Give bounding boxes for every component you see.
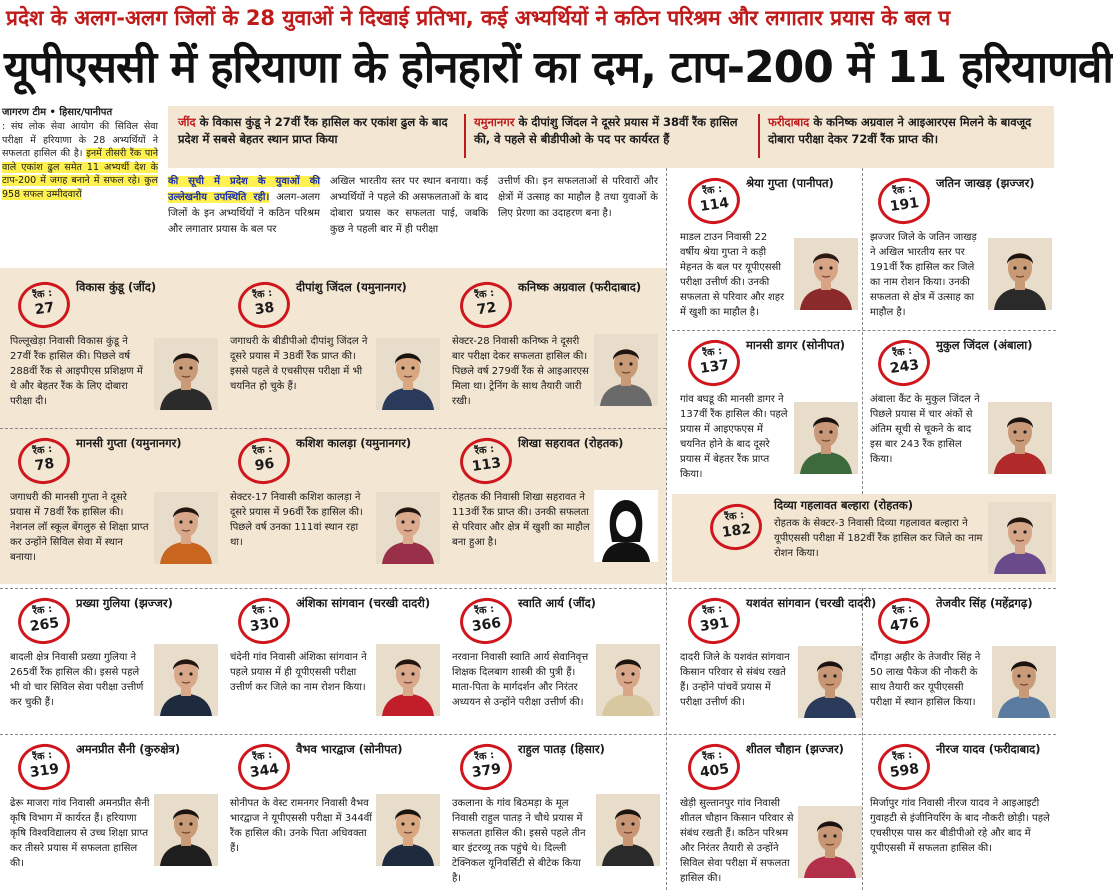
col2-highlight: की सूची में प्रदेश के युवाओं की उल्लेखनीय उपस्थिति रही। — [168, 176, 320, 203]
intro-highlight: इनमें तीसरी रैंक पाने वाले एकांश ढुल समेत 11 अभ्यर्थी देश के टाप-200 में जगह बनाने में सफल रहे। कुल 958 सफल उम्मीदवारों — [2, 148, 158, 200]
candidate-description: ढेरू माजरा गांव निवासी अमनप्रीत सैनी कृषि विभाग में कार्यरत हैं। हरियाणा कृषि विश्वविद्यालय से उच्च शिक्षा प्राप्त कर तीसरे प्रयास में सफलता हासिल की। — [10, 798, 150, 869]
profile-card-113 — [446, 432, 664, 582]
teaser-1-place: जींद — [178, 115, 196, 129]
profile-card-366 — [446, 592, 664, 732]
candidate-photo — [596, 644, 660, 716]
candidate-name: नीरज यादव (फरीदाबाद) — [936, 742, 1041, 756]
profile-card-191 — [864, 172, 1054, 328]
candidate-description: रोहतक के सेक्टर-3 निवासी दिव्या गहलावत बल्हारा ने यूपीएससी परीक्षा में 182वीं रैंक हासिल कर जिले का नाम रोशन किया। — [774, 518, 983, 559]
candidate-name: कनिष्क अग्रवाल (फरीदाबाद) — [518, 280, 642, 294]
rank-badge — [235, 595, 293, 648]
candidate-photo — [594, 490, 658, 562]
candidate-photo — [992, 646, 1056, 718]
candidate-name: मानसी डागर (सोनीपत) — [746, 338, 846, 352]
candidate-name: जतिन जाखड़ (झज्जर) — [936, 176, 1035, 190]
rank-badge — [457, 595, 515, 648]
profile-card-114 — [674, 172, 860, 328]
rank-label: रैंक : — [892, 183, 913, 198]
candidate-name: शीतल चौहान (झज्जर) — [746, 742, 844, 756]
candidate-description: गांव बघडू की मानसी डागर ने 137वीं रैंक हासिल की। पहले प्रयास में आइएफएस में चयनित होने के बाद दूसरे प्रयास में बेहतर रैंक प्राप्त किया। — [680, 394, 788, 480]
rank-label: रैंक : — [32, 443, 53, 458]
rank-badge — [457, 741, 515, 794]
candidate-description: जगाधरी की मानसी गुप्ता ने दूसरे प्रयास में 78वीं रैंक हासिल की। नेशनल लॉ स्कूल बेंगलुरु से शिक्षा प्राप्त कर उन्होंने सिविल सेवा में स्थान बनाया। — [10, 492, 149, 563]
candidate-photo — [988, 238, 1052, 310]
rank-label: रैंक : — [32, 287, 53, 302]
rank-label: रैंक : — [252, 287, 273, 302]
profile-card-319 — [4, 738, 220, 888]
rank-badge — [707, 501, 765, 554]
rank-label: रैंक : — [474, 749, 495, 764]
kicker: प्रदेश के अलग-अलग जिलों के 28 युवाओं ने दिखाई प्रतिभा, कई अभ्यर्थियों ने कठिन परिश्रम और लगातार प्रयास के बल प — [6, 6, 951, 30]
candidate-name: दीपांशु जिंदल (यमुनानगर) — [296, 280, 407, 294]
row-divider — [0, 588, 1056, 589]
rank-label: रैंक : — [474, 443, 495, 458]
rank-badge — [235, 279, 293, 332]
rank-number: 96 — [253, 455, 276, 475]
rank-label: रैंक : — [474, 287, 495, 302]
candidate-description: उकलाना के गांव बिठमड़ा के मूल निवासी राहुल पातड़ ने चौथे प्रयास में सफलता हासिल की। इससे पहले तीन बार इंटरव्यू तक पहुंचे थे। दिल्ली टेक्निकल यूनिवर्सिटी से बीटेक किया है। — [452, 798, 586, 884]
profile-card-344 — [224, 738, 442, 888]
rank-badge — [15, 595, 73, 648]
candidate-description: दादरी जिले के यशवंत सांगवान किसान परिवार से संबंध रखते हैं। उन्होंने पांचवें प्रयास में परीक्षा उत्तीर्ण की। — [680, 652, 790, 708]
teaser-2 — [468, 108, 756, 166]
body-column-4: उत्तीर्ण की। इन सफलताओं से परिवारों और क्षेत्रों में उत्साह का माहौल है तथा युवाओं के लिए प्रेरणा का उदाहरण बना है। — [498, 176, 658, 219]
rank-badge — [235, 741, 293, 794]
candidate-photo — [794, 238, 858, 310]
rank-number: 137 — [698, 357, 731, 377]
candidate-photo — [154, 644, 218, 716]
profile-card-243 — [864, 334, 1054, 490]
candidate-name: यशवंत सांगवान (चरखी दादरी) — [746, 596, 877, 610]
rank-number: 476 — [888, 615, 921, 635]
candidate-name: शिखा सहरावत (रोहतक) — [518, 436, 624, 450]
candidate-photo — [594, 334, 658, 406]
candidate-description: सेक्टर-17 निवासी कशिश कालड़ा ने दूसरे प्रयास में 96वीं रैंक हासिल की। पिछले वर्ष उनका 111वां स्थान रहा था। — [230, 492, 363, 548]
rank-number: 78 — [33, 455, 56, 475]
rank-number: 344 — [248, 761, 281, 781]
candidate-photo — [794, 402, 858, 474]
profile-card-405 — [674, 738, 860, 888]
rank-number: 405 — [698, 761, 731, 781]
rank-number: 72 — [475, 299, 498, 319]
candidate-description: दौंगड़ा अहीर के तेजवीर सिंह ने 50 लाख पैकेज की नौकरी के साथ तैयारी कर यूपीएससी परीक्षा में स्थान हासिल किया। — [870, 652, 981, 708]
teaser-1 — [172, 108, 462, 166]
rank-label: रैंक : — [32, 603, 53, 618]
candidate-description: खेड़ी सुल्तानपुर गांव निवासी शीतल चौहान किसान परिवार से संबंध रखती हैं। कठिन परिश्रम और निरंतर तैयारी से उन्होंने सिविल सेवा परीक्षा में सफलता हासिल की। — [680, 798, 794, 884]
teaser-3-place: फरीदाबाद — [768, 115, 810, 129]
rank-label: रैंक : — [474, 603, 495, 618]
candidate-description: अंबाला कैंट के मुकुल जिंदल ने पिछले प्रयास में चार अंकों से अंतिम सूची से चूकने के बाद इस बार 243 रैंक हासिल किया। — [870, 394, 980, 465]
candidate-photo — [988, 502, 1052, 574]
rank-badge — [15, 435, 73, 488]
candidate-description: नरवाना निवासी स्वाति आर्य सेवानिवृत्त शिक्षक दिलबाग शास्त्री की पुत्री हैं। माता-पिता के मार्गदर्शन और निरंतर अध्ययन से उन्होंने परीक्षा उत्तीर्ण की। — [452, 652, 589, 708]
rank-number: 243 — [888, 357, 921, 377]
rank-badge — [875, 741, 933, 794]
profile-card-379 — [446, 738, 664, 888]
candidate-description: जगाधरी के बीडीपीओ दीपांशु जिंदल ने दूसरे प्रयास में 38वीं रैंक प्राप्त की। इससे पहले वे एचसीएस परीक्षा में भी चयनित हो चुके हैं। — [230, 336, 368, 392]
candidate-description: रोहतक की निवासी शिखा सहरावत ने 113वीं रैंक प्राप्त की। उनकी सफलता से परिवार और क्षेत्र में खुशी का माहौल बना हुआ है। — [452, 492, 590, 548]
profile-card-330 — [224, 592, 442, 732]
rank-number: 265 — [28, 615, 61, 635]
rank-label: रैंक : — [252, 603, 273, 618]
candidate-photo — [154, 794, 218, 866]
rank-badge — [15, 741, 73, 794]
headline: यूपीएससी में हरियाणा के होनहारों का दम, टाप-200 में 11 हरियाणवी — [4, 42, 1113, 93]
rank-number: 38 — [253, 299, 276, 319]
profile-card-27 — [4, 276, 220, 424]
teaser-divider — [464, 114, 466, 158]
profile-card-96 — [224, 432, 442, 582]
candidate-photo — [988, 402, 1052, 474]
rank-badge — [457, 435, 515, 488]
rank-number: 330 — [248, 615, 281, 635]
rank-number: 27 — [33, 299, 56, 319]
candidate-name: स्वाति आर्य (जींद) — [518, 596, 596, 610]
column-divider — [862, 168, 863, 494]
teaser-2-place: यमुनानगर — [474, 115, 515, 129]
teaser-1-text: के विकास कुंडू ने 27वीं रैंक हासिल कर एकांश ढुल के बाद प्रदेश में सबसे बेहतर स्थान प्राप्त किया — [178, 115, 448, 146]
rank-label: रैंक : — [892, 749, 913, 764]
rank-label: रैंक : — [32, 749, 53, 764]
rank-badge — [685, 175, 743, 228]
profile-card-476 — [864, 592, 1054, 732]
rank-number: 319 — [28, 761, 61, 781]
rank-label: रैंक : — [702, 345, 723, 360]
candidate-name: वैभव भारद्वाज (सोनीपत) — [296, 742, 403, 756]
candidate-description: पिल्लूखेड़ा निवासी विकास कुंडू ने 27वीं रैंक हासिल की। पिछले वर्ष 288वीं रैंक से आइपीएस प्रशिक्षण में थे और बेहतर रैंक के लिए दोबारा परीक्षा दी। — [10, 336, 143, 407]
candidate-name: राहुल पातड़ (हिसार) — [518, 742, 605, 756]
profile-card-137 — [674, 334, 860, 490]
rank-badge — [15, 279, 73, 332]
rank-label: रैंक : — [252, 749, 273, 764]
candidate-name: श्रेया गुप्ता (पानीपत) — [746, 176, 834, 190]
rank-number: 379 — [470, 761, 503, 781]
candidate-name: मानसी गुप्ता (यमुनानगर) — [76, 436, 182, 450]
profile-card-265 — [4, 592, 220, 732]
profile-card-38 — [224, 276, 442, 424]
intro-paragraph — [2, 120, 158, 262]
candidate-name: विकास कुंडू (जींद) — [76, 280, 157, 294]
profile-card-72 — [446, 276, 664, 424]
rank-badge — [235, 435, 293, 488]
candidate-name: अमनप्रीत सैनी (कुरुक्षेत्र) — [76, 742, 181, 756]
column-divider — [862, 588, 863, 890]
candidate-description: झज्जर जिले के जतिन जाखड़ ने अखिल भारतीय स्तर पर 191वीं रैंक हासिल कर जिले का नाम रोशन किया। उनकी सफलता से क्षेत्र में उत्साह का माहौल है। — [870, 232, 977, 318]
col2-text: अलग-अलग जिलों के इन अभ्यर्थियों ने कठिन परिश्रम और लगातार प्रयास के बल पर — [168, 192, 320, 235]
body-column-2 — [168, 174, 320, 266]
rank-label: रैंक : — [892, 603, 913, 618]
row-divider — [0, 428, 666, 429]
candidate-photo — [376, 644, 440, 716]
rank-label: रैंक : — [702, 603, 723, 618]
rank-number: 113 — [470, 455, 503, 475]
rank-badge — [685, 741, 743, 794]
rank-number: 391 — [698, 615, 731, 635]
candidate-photo — [376, 794, 440, 866]
candidate-name: मुकुल जिंदल (अंबाला) — [936, 338, 1033, 352]
candidate-description: चंदेनी गांव निवासी अंशिका सांगवान ने पहले प्रयास में ही यूपीएससी परीक्षा उत्तीर्ण कर जिले का नाम रोशन किया। — [230, 652, 367, 693]
candidate-photo — [798, 806, 862, 878]
candidate-description: सोनीपत के वेस्ट रामनगर निवासी वैभव भारद्वाज ने यूपीएससी परीक्षा में 344वीं रैंक हासिल की। उनके पिता अधिवक्ता हैं। — [230, 798, 372, 854]
profile-card-598 — [864, 738, 1054, 888]
rank-label: रैंक : — [252, 443, 273, 458]
row-divider — [672, 330, 1056, 331]
candidate-photo — [376, 338, 440, 410]
teaser-divider — [758, 114, 760, 158]
intro-lead: : संघ लोक सेवा आयोग की सिविल सेवा परीक्षा में हरियाणा के 28 अभ्यर्थियों ने सफलता हासिल की है। — [2, 121, 158, 159]
row-divider — [0, 734, 1056, 735]
column-divider — [666, 168, 667, 890]
candidate-photo — [596, 794, 660, 866]
rank-number: 598 — [888, 761, 921, 781]
rank-label: रैंक : — [702, 749, 723, 764]
rank-badge — [875, 595, 933, 648]
candidate-photo — [376, 492, 440, 564]
profile-card-78 — [4, 432, 220, 582]
candidate-name: अंशिका सांगवान (चरखी दादरी) — [296, 596, 431, 610]
teaser-3-text: के कनिष्क अग्रवाल ने आइआरएस मिलने के बावजूद दोबारा परीक्षा देकर 72वीं रैंक प्राप्त की। — [768, 115, 1032, 146]
rank-label: रैंक : — [892, 345, 913, 360]
rank-badge — [457, 279, 515, 332]
rank-number: 366 — [470, 615, 503, 635]
candidate-description: मिर्जापुर गांव निवासी नीरज यादव ने आइआइटी गुवाहटी से इंजीनियरिंग के बाद नौकरी छोड़ी। पहले एचसीएस पास कर बीडीपीओ रहे और बाद में यूपीएससी में सफलता हासिल की। — [870, 798, 1050, 854]
teaser-2-text: के दीपांशु जिंदल ने दूसरे प्रयास में 38वीं रैंक हासिल की, वे पहले से बीडीपीओ के पद पर कार्यरत हैं — [474, 115, 738, 146]
candidate-photo — [154, 338, 218, 410]
rank-label: रैंक : — [702, 183, 723, 198]
candidate-name: कशिश कालड़ा (यमुनानगर) — [296, 436, 412, 450]
candidate-name: प्रख्या गुलिया (झज्जर) — [76, 596, 173, 610]
rank-number: 191 — [888, 195, 921, 215]
body-column-3: अखिल भारतीय स्तर पर स्थान बनाया। कई अभ्यर्थियों ने पहले की असफलताओं के बाद दोबारा प्रयास कर सफलता पाई, जबकि कुछ ने पहली बार में ही परीक्षा — [330, 176, 488, 235]
byline: जागरण टीम • हिसार/पानीपत — [2, 107, 113, 118]
profile-card-182 — [674, 496, 1054, 580]
rank-badge — [875, 175, 933, 228]
teaser-3 — [762, 108, 1052, 166]
candidate-name: दिव्या गहलावत बल्हारा (रोहतक) — [774, 498, 913, 512]
candidate-photo — [798, 646, 862, 718]
rank-badge — [685, 595, 743, 648]
rank-number: 182 — [720, 521, 753, 541]
candidate-description: सेक्टर-28 निवासी कनिष्क ने दूसरी बार परीक्षा देकर सफलता हासिल की। पिछले वर्ष 279वीं रैंक से आइआरएस मिला था। ट्रेनिंग के साथ तैयारी जारी रखी। — [452, 336, 589, 407]
rank-number: 114 — [698, 195, 731, 215]
rank-label: रैंक : — [724, 509, 745, 524]
candidate-description: माडल टाउन निवासी 22 वर्षीय श्रेया गुप्ता ने कड़ी मेहनत के बल पर यूपीएससी परीक्षा उत्तीर्ण की। उनकी सफलता से परिवार और शहर में खुशी का माहौल है। — [680, 232, 785, 318]
profile-card-391 — [674, 592, 877, 732]
rank-badge — [875, 337, 933, 390]
candidate-photo — [154, 492, 218, 564]
rank-badge — [685, 337, 743, 390]
candidate-name: तेजवीर सिंह (महेंद्रगढ़) — [936, 596, 1033, 610]
candidate-description: बादली क्षेत्र निवासी प्रख्या गुलिया ने 265वीं रैंक हासिल की। इससे पहले भी वो चार सिविल सेवा परीक्षा उत्तीर्ण कर चुकी हैं। — [10, 652, 144, 708]
